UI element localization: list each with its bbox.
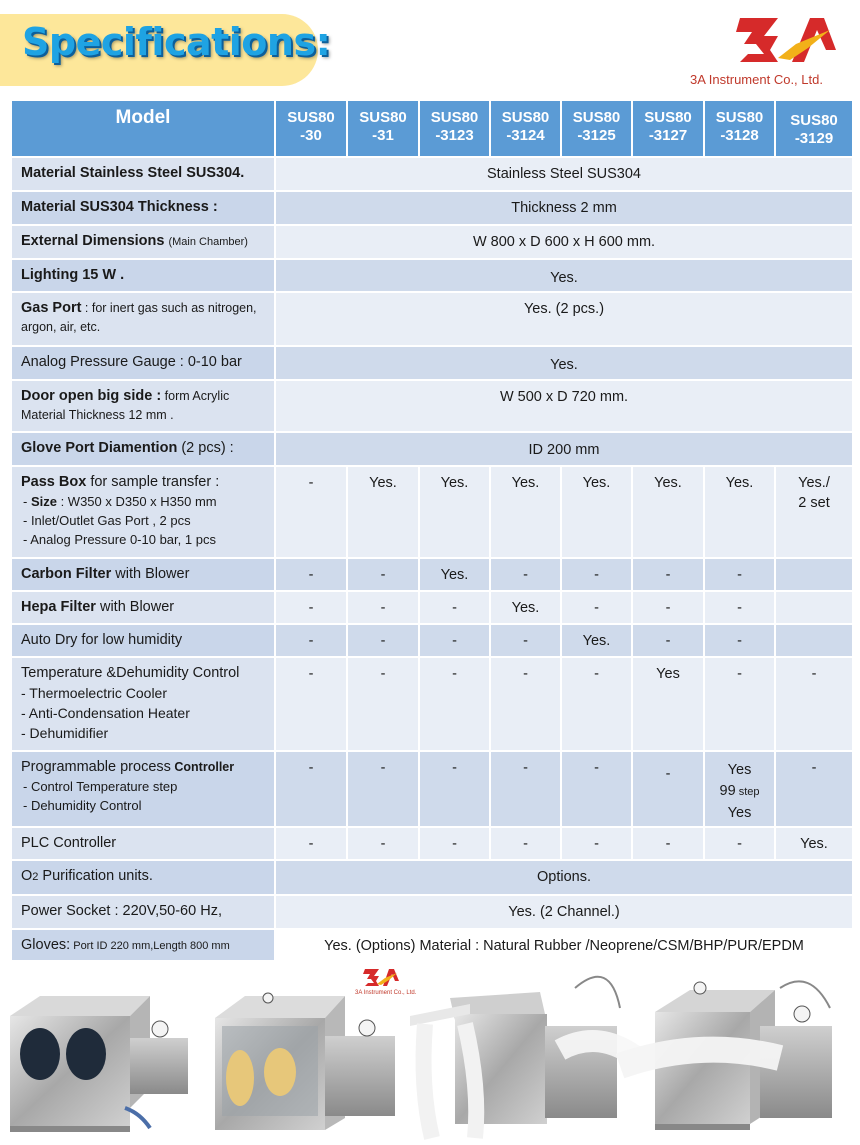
temp-col-3: -: [419, 657, 490, 751]
page-title: Specifications:: [22, 20, 331, 64]
glovebox-photo-3: [410, 977, 640, 1138]
row-label-carbon: Carbon Filter with Blower: [11, 558, 275, 591]
row-value-power: Yes. (2 Channel.): [275, 895, 853, 929]
glovebox-photo-4: [620, 981, 832, 1130]
row-label-temperature: Temperature &Dehumidity Control - Thermoelectric Cooler - Anti-Condensation Heater - Dehumidifier: [11, 657, 275, 751]
program-col-6: -: [632, 751, 704, 827]
row-value-door: W 500 x D 720 mm.: [275, 380, 853, 432]
carbon-col-3: Yes.: [419, 558, 490, 591]
row-value-material: Stainless Steel SUS304: [275, 157, 853, 191]
carbon-col-4: -: [490, 558, 561, 591]
row-label-hepa: Hepa Filter with Blower: [11, 591, 275, 624]
program-col-4: -: [490, 751, 561, 827]
row-label-material: Material Stainless Steel SUS304.: [11, 157, 275, 191]
table-row: [11, 558, 853, 591]
model-col-2: SUS80 -31: [347, 100, 419, 157]
table-row: [11, 157, 853, 191]
row-value-gloves: Yes. (Options) Material : Natural Rubber /Neoprene/CSM/BHP/PUR/EPDM: [275, 929, 853, 961]
temp-col-1: -: [275, 657, 347, 751]
table-row: [11, 895, 853, 929]
model-col-3: SUS80 -3123: [419, 100, 490, 157]
plc-col-5: -: [561, 827, 632, 860]
company-name: 3A Instrument Co., Ltd.: [690, 72, 823, 87]
auto-dry-col-4: -: [490, 624, 561, 657]
row-value-lighting: Yes.: [275, 259, 853, 292]
row-value-o2: Options.: [275, 860, 853, 895]
carbon-col-6: -: [632, 558, 704, 591]
table-row: [11, 751, 853, 827]
plc-col-4: -: [490, 827, 561, 860]
program-col-3: -: [419, 751, 490, 827]
carbon-col-7: -: [704, 558, 775, 591]
specifications-table: [10, 99, 854, 962]
carbon-col-8: [775, 558, 853, 591]
temp-col-6: Yes: [632, 657, 704, 751]
table-row: [11, 466, 853, 558]
table-header-row: [11, 100, 853, 157]
hepa-col-2: -: [347, 591, 419, 624]
temp-col-8: -: [775, 657, 853, 751]
temp-col-5: -: [561, 657, 632, 751]
model-col-4: SUS80 -3124: [490, 100, 561, 157]
row-label-power: Power Socket : 220V,50-60 Hz,: [11, 895, 275, 929]
pass-box-col-1: -: [275, 466, 347, 558]
row-label-glove-port: Glove Port Diamention (2 pcs) :: [11, 432, 275, 466]
carbon-col-5: -: [561, 558, 632, 591]
pass-box-col-6: Yes.: [632, 466, 704, 558]
pass-box-col-8: Yes./ 2 set: [775, 466, 853, 558]
auto-dry-col-3: -: [419, 624, 490, 657]
table-row: [11, 225, 853, 259]
row-value-thickness: Thickness 2 mm: [275, 191, 853, 225]
temp-col-2: -: [347, 657, 419, 751]
row-label-dimensions: External Dimensions (Main Chamber): [11, 225, 275, 259]
row-value-dimensions: W 800 x D 600 x H 600 mm.: [275, 225, 853, 259]
row-label-thickness: Material SUS304 Thickness :: [11, 191, 275, 225]
auto-dry-col-8: [775, 624, 853, 657]
hepa-col-7: -: [704, 591, 775, 624]
program-col-8: -: [775, 751, 853, 827]
row-label-o2: O2 Purification units.: [11, 860, 275, 895]
hepa-col-8: [775, 591, 853, 624]
auto-dry-col-5: Yes.: [561, 624, 632, 657]
glovebox-photo-1: [10, 996, 188, 1132]
table-row: [11, 259, 853, 292]
table-row: [11, 929, 853, 961]
row-label-auto-dry: Auto Dry for low humidity: [11, 624, 275, 657]
pass-box-col-7: Yes.: [704, 466, 775, 558]
pass-box-col-5: Yes.: [561, 466, 632, 558]
plc-col-3: -: [419, 827, 490, 860]
auto-dry-col-1: -: [275, 624, 347, 657]
temp-col-4: -: [490, 657, 561, 751]
table-row: [11, 657, 853, 751]
program-col-7: Yes 99 step Yes: [704, 751, 775, 827]
table-row: [11, 292, 853, 346]
plc-col-7: -: [704, 827, 775, 860]
row-value-glove-port: ID 200 mm: [275, 432, 853, 466]
hepa-col-6: -: [632, 591, 704, 624]
pass-box-col-4: Yes.: [490, 466, 561, 558]
table-row: [11, 591, 853, 624]
model-header: Model: [11, 100, 275, 157]
plc-col-6: -: [632, 827, 704, 860]
model-col-1: SUS80 -30: [275, 100, 347, 157]
carbon-col-2: -: [347, 558, 419, 591]
glovebox-photo-2: [215, 993, 395, 1130]
row-label-plc: PLC Controller: [11, 827, 275, 860]
auto-dry-col-7: -: [704, 624, 775, 657]
plc-col-8: Yes.: [775, 827, 853, 860]
program-col-5: -: [561, 751, 632, 827]
table-row: [11, 860, 853, 895]
pass-box-col-3: Yes.: [419, 466, 490, 558]
program-col-1: -: [275, 751, 347, 827]
table-row: [11, 624, 853, 657]
table-row: [11, 380, 853, 432]
row-label-door: Door open big side : form Acrylic Material Thickness 12 mm .: [11, 380, 275, 432]
model-col-7: SUS80 -3128: [704, 100, 775, 157]
table-row: [11, 346, 853, 380]
auto-dry-col-2: -: [347, 624, 419, 657]
product-photos: [0, 968, 860, 1145]
row-label-lighting: Lighting 15 W .: [11, 259, 275, 292]
hepa-col-4: Yes.: [490, 591, 561, 624]
program-col-2: -: [347, 751, 419, 827]
pass-box-col-2: Yes.: [347, 466, 419, 558]
model-col-8: SUS80 -3129: [775, 100, 853, 157]
row-label-gloves: Gloves: Port ID 220 mm,Length 800 mm: [11, 929, 275, 961]
table-row: [11, 432, 853, 466]
model-col-5: SUS80 -3125: [561, 100, 632, 157]
row-label-pass-box: Pass Box for sample transfer : - Size : W350 x D350 x H350 mm - Inlet/Outlet Gas Port , 2 pcs - Analog Pressure 0-10 bar, 1 pcs: [11, 466, 275, 558]
row-label-gauge: Analog Pressure Gauge : 0-10 bar: [11, 346, 275, 380]
row-label-gas-port: Gas Port : for inert gas such as nitrogen, argon, air, etc.: [11, 292, 275, 346]
small-logo-caption: 3A Instrument Co., Ltd.: [355, 990, 417, 996]
plc-col-1: -: [275, 827, 347, 860]
plc-col-2: -: [347, 827, 419, 860]
auto-dry-col-6: -: [632, 624, 704, 657]
row-value-gauge: Yes.: [275, 346, 853, 380]
temp-col-7: -: [704, 657, 775, 751]
hepa-col-5: -: [561, 591, 632, 624]
hepa-col-1: -: [275, 591, 347, 624]
table-row: [11, 827, 853, 860]
table-row: [11, 191, 853, 225]
row-label-programmable: Programmable process Controller - Control Temperature step - Dehumidity Control: [11, 751, 275, 827]
model-col-6: SUS80 -3127: [632, 100, 704, 157]
row-value-gas-port: Yes. (2 pcs.): [275, 292, 853, 346]
hepa-col-3: -: [419, 591, 490, 624]
carbon-col-1: -: [275, 558, 347, 591]
